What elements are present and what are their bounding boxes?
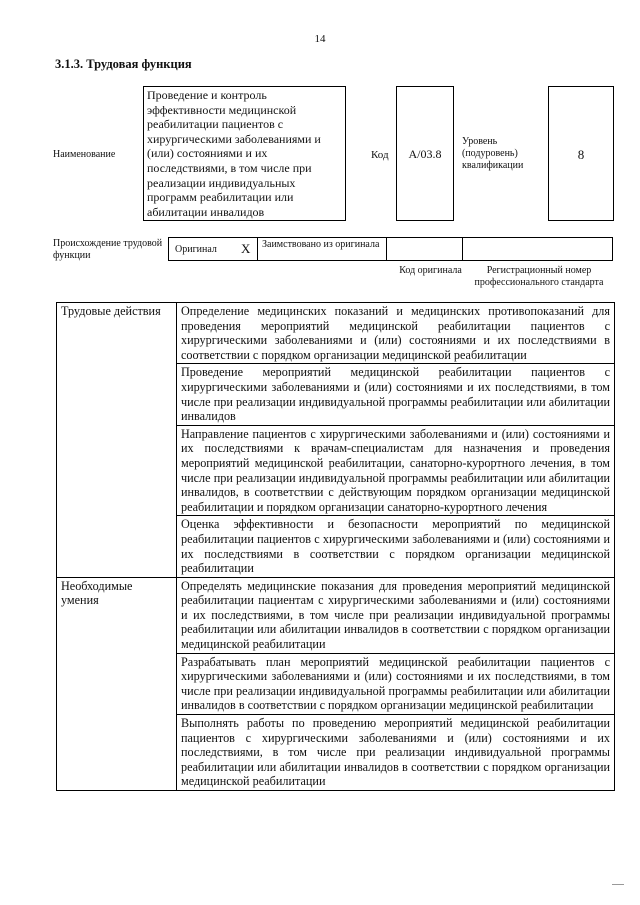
section-label: Трудовые действия [57,303,177,578]
table-cell: Оценка эффективности и безопасности мероприятий по медицинской реабилитации пациентов с хирургическими заболеваниями и (или) состояниями и их последствиями в соответствии с порядком организации медицинской реабилитации [177,516,615,577]
borrowed-label: Заимствовано из оригинала [262,239,380,250]
code-label: Код [371,149,389,161]
name-label: Наименование [53,149,116,160]
table-row [57,577,615,653]
scan-artifact [612,884,624,885]
page-number: 14 [314,33,326,45]
origin-reg-cell [462,237,613,261]
function-name: Проведение и контроль эффективности медицинской реабилитации пациентов с хирургическими заболеваниями и (или) состояниями и их последствиями, в том числе при реализации индивидуальных программ реабилитации или абилитации инвалидов [143,86,346,221]
origin-code-cell [386,237,463,261]
table-row [57,303,615,364]
reg-number-caption: Регистрационный номер профессионального стандарта [474,265,604,288]
section-label: Необходимые умения [57,577,177,790]
qualification-level: 8 [548,86,614,221]
table-cell: Проведение мероприятий медицинской реабилитации пациентов с хирургическими заболеваниями и (или) состояниями и их последствиями, в том числе при реализации индивидуальной программы реабилитации или абилитации инвалидов [177,364,615,425]
original-label: Оригинал [175,244,217,255]
origin-label: Происхождение трудовой функции [53,238,163,261]
origin-original-cell [168,237,258,261]
code-original-caption: Код оригинала [399,265,462,276]
origin-row [168,237,614,261]
table-cell: Определение медицинских показаний и медицинских противопоказаний для проведения мероприятий медицинской реабилитации пациентов с хирургическими заболеваниями и (или) состояниями и их последствиями в соответствии с порядком организации медицинской реабилитации [177,303,615,364]
table-cell: Определять медицинские показания для проведения мероприятий медицинской реабилитации пациентам с хирургическими заболеваниями и (или) состояниями и их последствиями, в том числе при реализации индивидуальной программы реабилитации или абилитации инвалидов в соответствии с порядком организации медицинской реабилитации [177,577,615,653]
function-code: A/03.8 [396,86,454,221]
original-mark: X [241,241,251,256]
table-cell: Разрабатывать план мероприятий медицинской реабилитации пациентов с хирургическими заболеваниями и (или) состояниями и их последствиями, в том числе при реализации индивидуальной программы реабилитации или абилитации инвалидов в соответствии с порядком организации медицинской реабилитации [177,653,615,714]
function-details-table [56,302,615,791]
table-cell: Выполнять работы по проведению мероприятий медицинской реабилитации пациентов с хирургическими заболеваниями и (или) состояниями и их последствиями, в том числе при реализации индивидуальной программы реабилитации или абилитации инвалидов в соответствии с порядком организации медицинской реабилитации [177,715,615,791]
origin-borrowed-cell [257,237,387,261]
level-label: Уровень (подуровень) квалификации [462,136,524,171]
section-title: 3.1.3. Трудовая функция [55,57,192,71]
table-cell: Направление пациентов с хирургическими заболеваниями и (или) состояниями и их последствиями к врачам-специалистам для назначения и проведения мероприятий медицинской реабилитации, санаторно-курортного лечения, в том числе при реализации индивидуальной программы реабилитации или абилитации инвалидов, в соответствии с действующим порядком организации медицинской реабилитации и порядком организации санаторно-курортного лечения [177,425,615,516]
